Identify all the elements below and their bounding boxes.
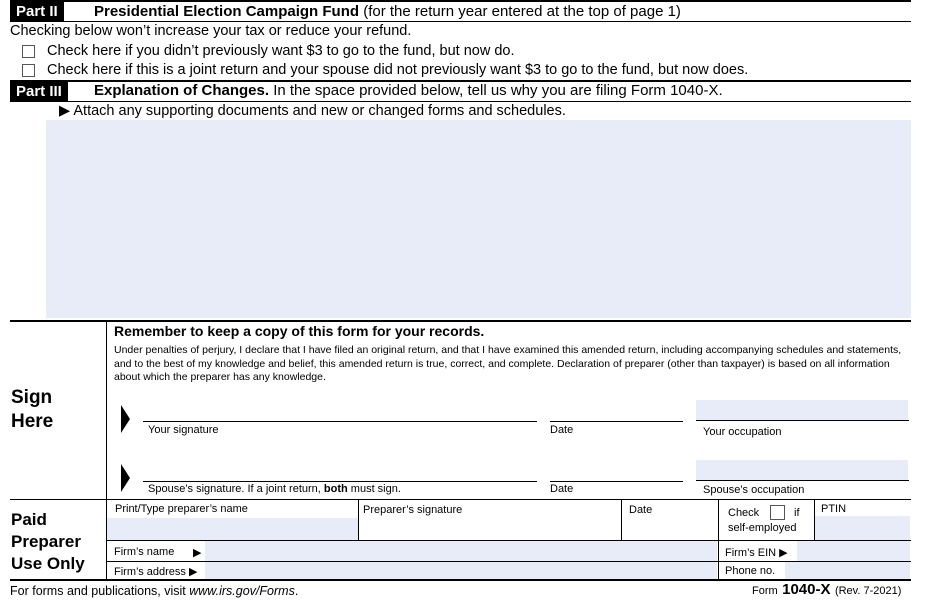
- your-occupation-line: [696, 420, 909, 421]
- part3-rule: [10, 101, 911, 102]
- check-if-label: if: [794, 507, 800, 519]
- spouse-date-label: Date: [550, 483, 574, 495]
- spouse-occupation-line: [696, 480, 909, 481]
- fund-check-label: Check here if you didn’t previously want $3 to go to the fund, but now do.: [47, 43, 515, 59]
- paid-heading-line2: Preparer: [11, 532, 81, 551]
- footer-left-text: For forms and publications, visit: [10, 584, 190, 598]
- attach-instruction: ▶ Attach any supporting documents and new or changed forms and schedules.: [59, 103, 566, 119]
- phone-label: Phone no.: [725, 565, 776, 577]
- firm-name-field[interactable]: [205, 541, 717, 561]
- fund-checkbox[interactable]: [22, 45, 35, 58]
- part2-title: [94, 3, 681, 20]
- part2-title-bold: Presidential Election Campaign Fund: [94, 3, 360, 20]
- your-signature-line[interactable]: [143, 421, 537, 422]
- part3-title-note: In the space provided below, tell us why you are filing Form 1040-X.: [273, 82, 723, 99]
- part2-title-note: (for the return year entered at the top of page 1): [363, 3, 681, 20]
- your-occupation-field[interactable]: [696, 400, 908, 420]
- preparer-date-label: Date: [629, 504, 653, 516]
- col-divider-2: [621, 499, 622, 541]
- paid-heading-line3: Use Only: [11, 554, 85, 573]
- firm-ein-field[interactable]: [797, 541, 910, 561]
- part2-label: Part II: [10, 2, 64, 21]
- self-employed-label: self-employed: [728, 522, 797, 534]
- your-signature-label: Your signature: [148, 424, 219, 436]
- sign-here-heading: [11, 386, 53, 434]
- col-divider-1: [358, 499, 359, 541]
- spouse-signature-label: [148, 483, 401, 495]
- your-date-line[interactable]: [550, 421, 683, 422]
- footer-left: [10, 584, 298, 598]
- ptin-field[interactable]: [815, 516, 910, 540]
- footer-revision: (Rev. 7-2021): [834, 585, 902, 597]
- firm-address-field[interactable]: [205, 562, 717, 579]
- perjury-statement: Under penalties of perjury, I declare that I have filed an original return, and that I have examined this amended return, including accompanying schedules and statements, and to the best of my knowledge and belief, this amended return is true, correct, and complete. Declaration of preparer (other than taxpayer) is based on all information about which the preparer has any knowledge.: [114, 344, 902, 383]
- part3-label: Part III: [10, 82, 68, 101]
- your-occupation-label: Your occupation: [703, 426, 782, 438]
- spouse-fund-checkbox[interactable]: [22, 64, 35, 77]
- spouse-signature-line[interactable]: [143, 481, 537, 482]
- explanation-textarea[interactable]: [46, 120, 911, 318]
- footer-form-word: Form: [752, 585, 778, 597]
- your-date-label: Date: [550, 424, 574, 436]
- spouse-sig-text-post: must sign.: [347, 483, 401, 495]
- ptin-label: PTIN: [821, 503, 847, 515]
- preparer-name-field[interactable]: [107, 518, 358, 540]
- part3-title-bold: Explanation of Changes.: [94, 82, 270, 99]
- preparer-name-label: Print/Type preparer’s name: [115, 503, 248, 515]
- part2-rule: [10, 21, 911, 22]
- firm-ein-label: Firm’s EIN ▶: [725, 547, 788, 559]
- firm-name-label: Firm’s name: [114, 546, 175, 558]
- spouse-sign-arrow-icon: [121, 464, 130, 492]
- part3-title: [94, 82, 723, 99]
- sign-divider: [106, 320, 107, 500]
- preparer-top-rule: [10, 499, 911, 500]
- spouse-date-line[interactable]: [550, 481, 683, 482]
- irs-forms-link[interactable]: www.irs.gov/Forms: [189, 584, 295, 598]
- sign-heading-line2: Here: [11, 411, 54, 432]
- phone-field[interactable]: [785, 562, 910, 579]
- top-rule: [10, 0, 911, 2]
- keep-copy-note: Remember to keep a copy of this form for your records.: [114, 323, 485, 339]
- footer-form-id: [752, 581, 901, 599]
- footer-form-number: 1040-X: [782, 581, 831, 598]
- part2-intro: Checking below won’t increase your tax or reduce your refund.: [10, 23, 412, 39]
- firm-address-label: Firm’s address ▶: [114, 566, 198, 578]
- self-employed-checkbox[interactable]: [770, 505, 785, 520]
- check-label: Check: [728, 507, 760, 519]
- footer-left-period: .: [294, 584, 299, 598]
- sign-top-rule: [10, 320, 911, 322]
- sign-heading-line1: Sign: [11, 387, 53, 408]
- preparer-signature-label: Preparer’s signature: [363, 504, 463, 516]
- spouse-sig-text: Spouse’s signature. If a joint return,: [148, 483, 324, 495]
- spouse-sig-bold: both: [323, 483, 348, 495]
- firm-name-arrow-icon: ▶: [193, 547, 202, 559]
- spouse-occupation-field[interactable]: [696, 460, 908, 480]
- paid-heading-line1: Paid: [11, 510, 47, 529]
- paid-preparer-heading: [11, 509, 85, 575]
- spouse-occupation-label: Spouse’s occupation: [703, 484, 805, 496]
- spouse-fund-check-label: Check here if this is a joint return and your spouse did not previously want $3 to go to the fund, but now does.: [47, 62, 749, 78]
- sign-arrow-icon: [121, 405, 130, 433]
